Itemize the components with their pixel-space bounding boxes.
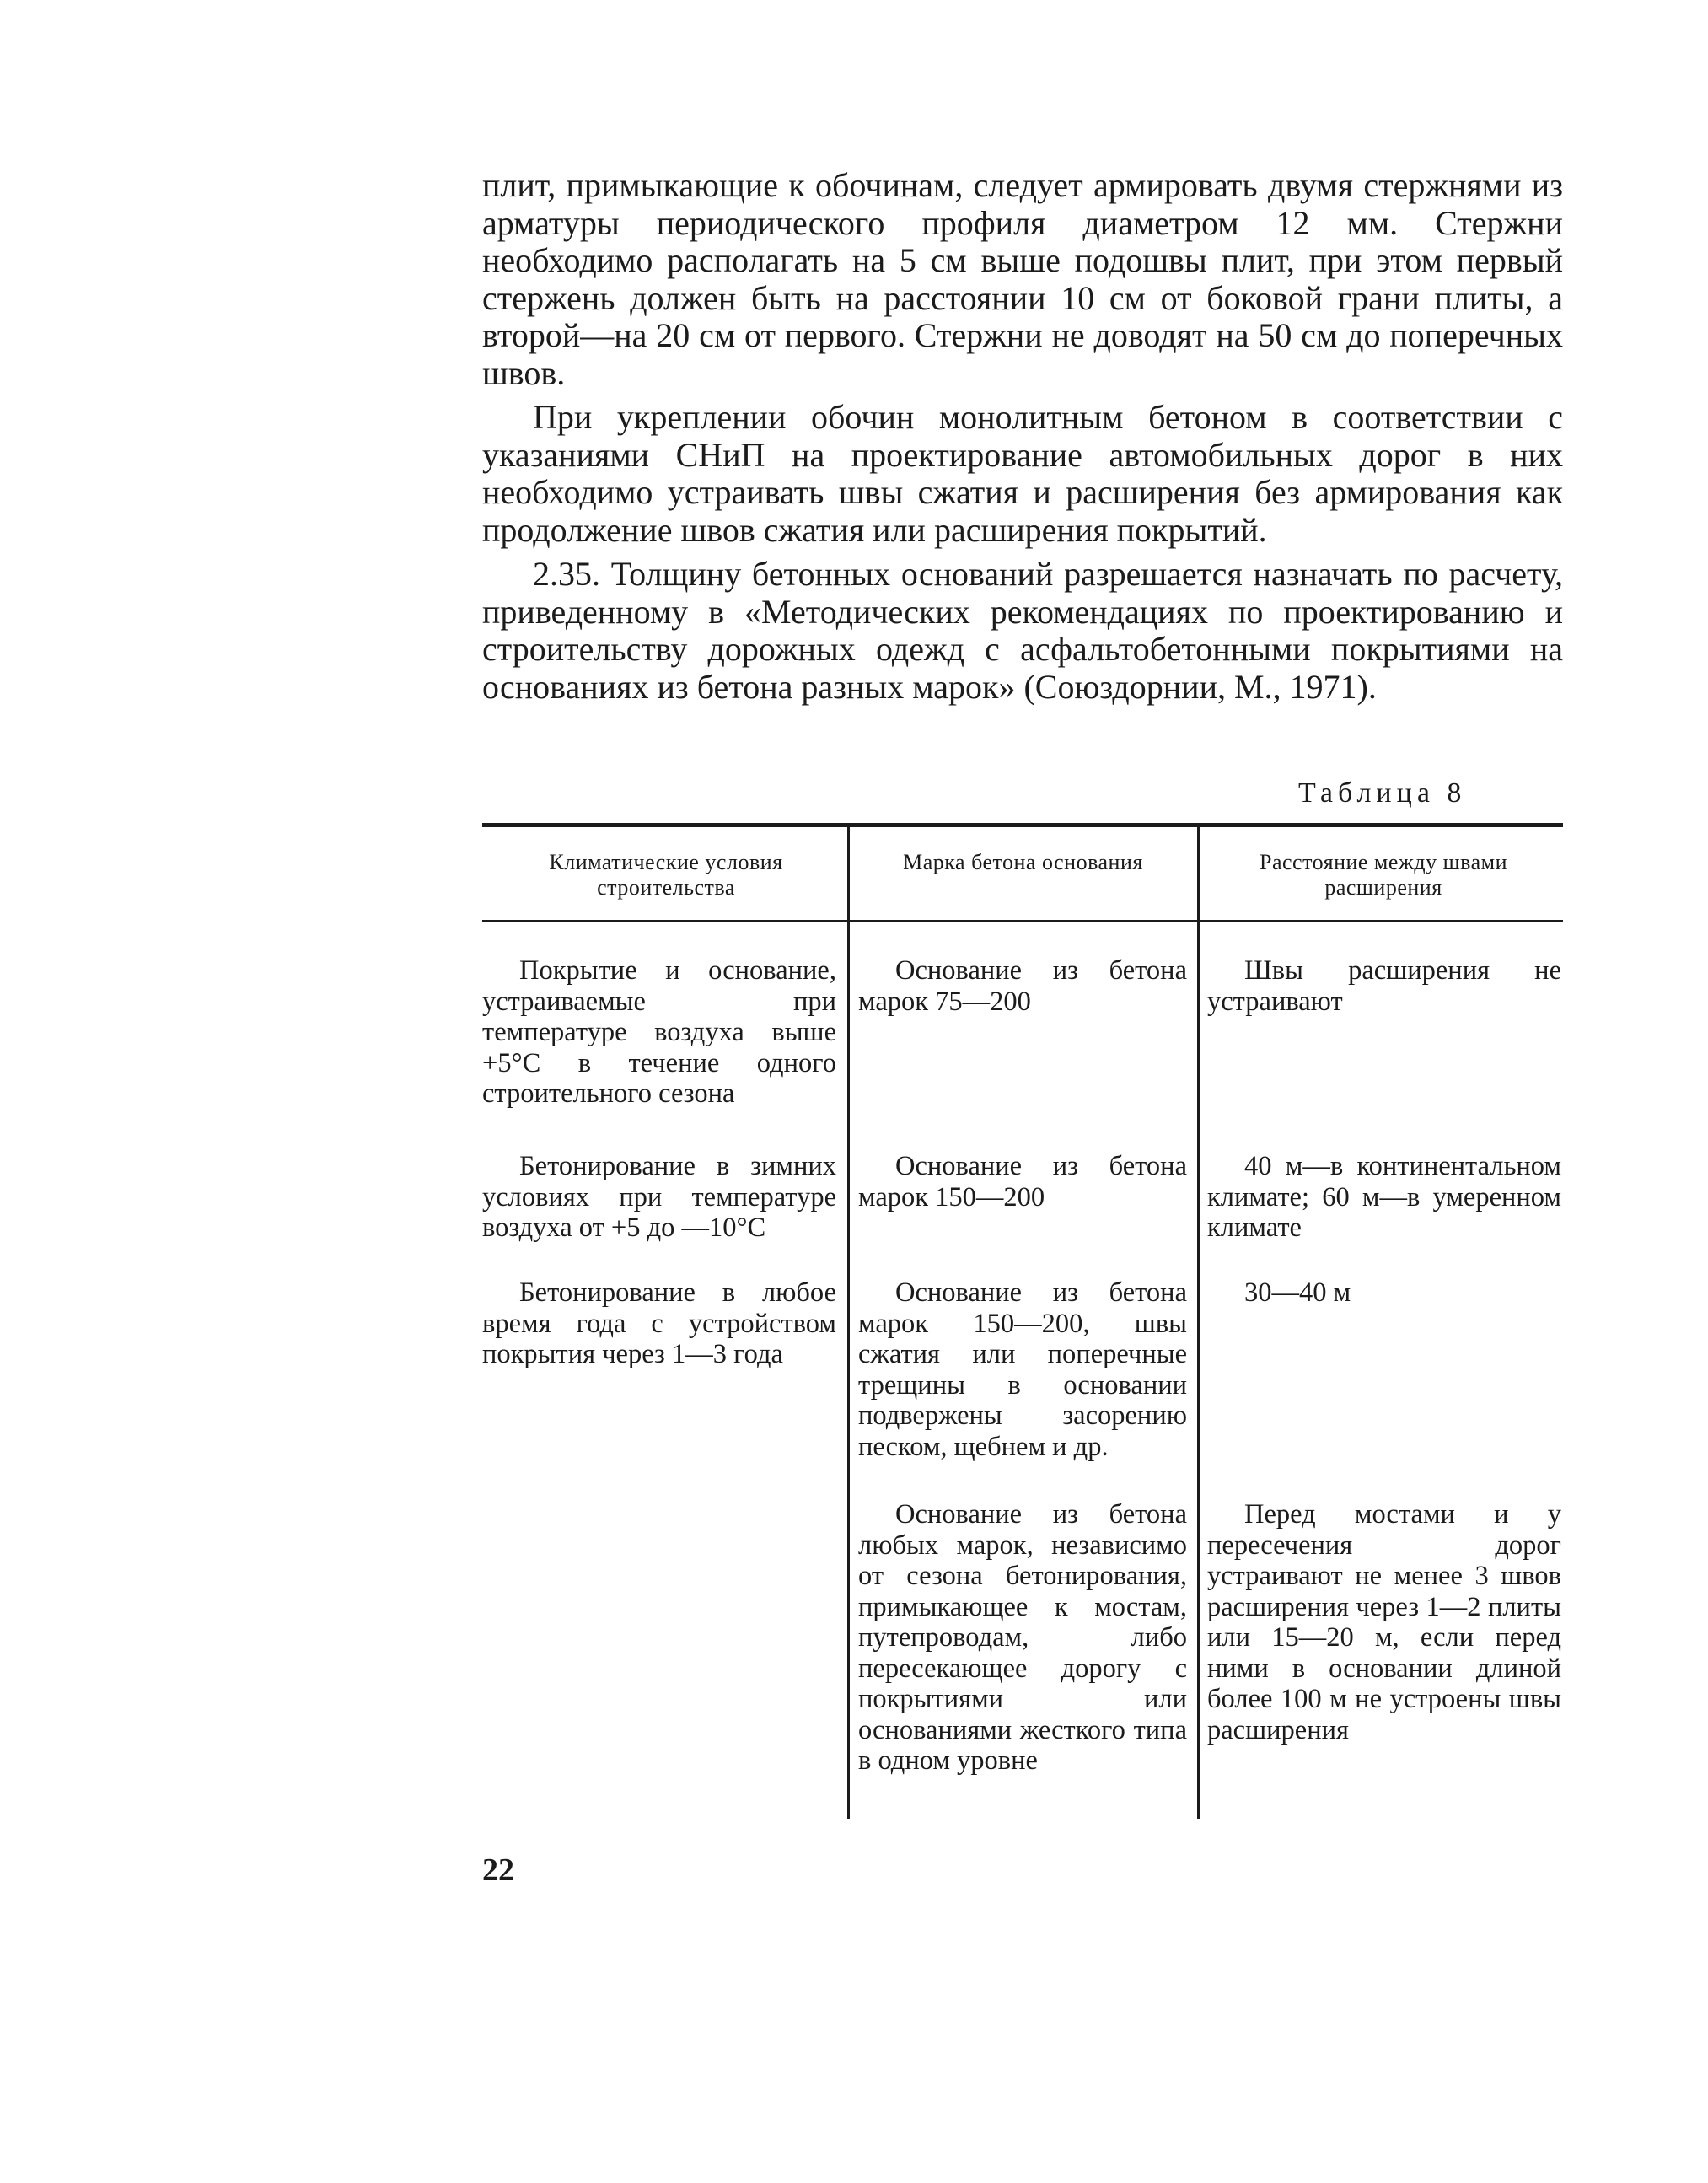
table-header-climate: Климатические условия строительства xyxy=(549,850,783,900)
table-cell-distance: Швы расширения не устраивают xyxy=(1207,955,1561,1017)
table-header-rule xyxy=(482,920,1563,922)
table-caption: Таблица 8 xyxy=(1298,777,1467,809)
paragraph-2-35: 2.35. Толщину бетонных оснований разрешается назначать по расчету, приведенному в «Методических рекомендациях по проектированию и строительству дорожных одежд с асфальтобетонными покрытиями на основаниях из бетона разных марок» (Союздорнии, М., 1971). xyxy=(482,555,1563,706)
table-cell-grade: Основание из бетона марок 150—200, швы сжатия или поперечные трещины в основании подвержены засорению песком, щебнем и др. xyxy=(858,1277,1187,1462)
table-cell-climate: Покрытие и основание, устраиваемые при температуре воздуха выше +5°С в течение одного строительного сезона xyxy=(482,955,836,1109)
table-cell-distance: Перед мостами и у пересечения дорог устраивают не менее 3 швов расширения через 1—2 плиты или 15—20 м, если перед ними в основании длиной более 100 м не устроены швы расширения xyxy=(1207,1499,1561,1745)
table-cell-grade: Основание из бетона марок 75—200 xyxy=(858,955,1187,1017)
table-header-grade: Марка бетона основания xyxy=(903,850,1143,874)
table-cell-grade: Основание из бетона марок 150—200 xyxy=(858,1151,1187,1212)
table-cell-distance: 30—40 м xyxy=(1244,1277,1351,1308)
table-column-divider xyxy=(1197,827,1200,1819)
table-top-rule xyxy=(482,823,1563,827)
page-number: 22 xyxy=(482,1852,514,1888)
paragraph-shoulders: При укреплении обочин монолитным бетоном в соответствии с указаниями СНиП на проектирование автомобильных дорог в них необходимо устраивать швы сжатия и расширения без армирования как продолжение швов сжатия или расширения покрытий. xyxy=(482,398,1563,549)
paragraph-continuation: плит, примыкающие к обочинам, следует армировать двумя стержнями из арматуры периодического профиля диаметром 12 мм. Стержни необходимо располагать на 5 см выше подошвы плит, при этом первый стержень должен быть на расстоянии 10 см от боковой грани плиты, а второй—на 20 см от первого. Стержни не доводят на 50 см до поперечных швов. xyxy=(482,166,1563,392)
body-text xyxy=(482,167,1563,712)
table-cell-grade: Основание из бетона любых марок, независимо от сезона бетонирования, примыкающее к мостам, путепроводам, либо пересекающее дорогу с покрытиями или основаниями жесткого типа в одном уровне xyxy=(858,1499,1187,1776)
table-column-divider xyxy=(847,827,850,1819)
table-cell-distance: 40 м—в континентальном климате; 60 м—в умеренном климате xyxy=(1207,1151,1561,1243)
table-cell-climate: Бетонирование в любое время года с устройством покрытия через 1—3 года xyxy=(482,1277,836,1369)
table-cell-climate: Бетонирование в зимних условиях при температуре воздуха от +5 до —10°С xyxy=(482,1151,836,1243)
table-header-distance: Расстояние между швами расширения xyxy=(1260,850,1507,900)
